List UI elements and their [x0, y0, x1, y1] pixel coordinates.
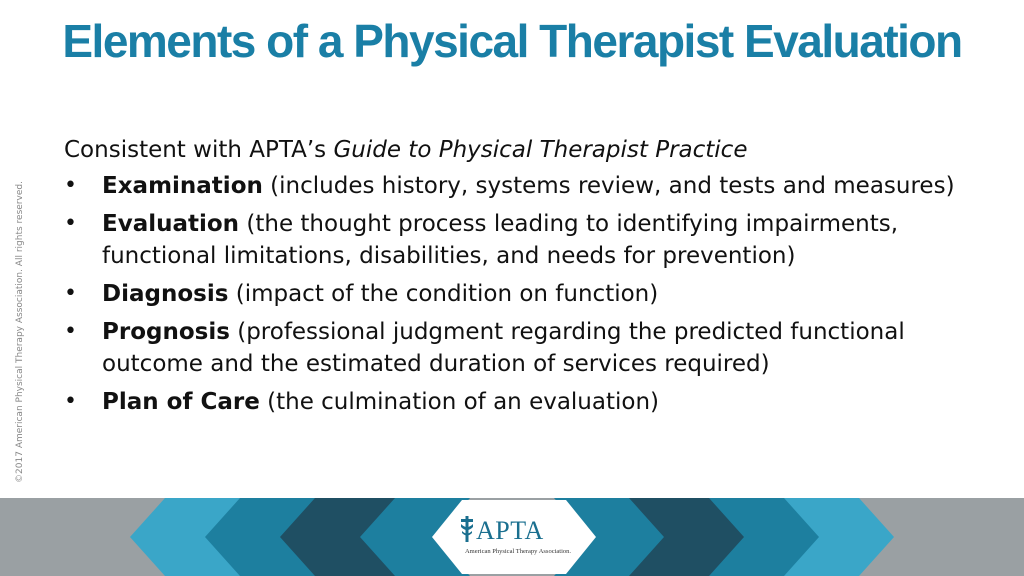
intro-prefix: Consistent with APTA’s [64, 137, 334, 163]
bullet-icon: • [64, 173, 77, 198]
list-item [64, 170, 964, 202]
bullet-term: Diagnosis [102, 281, 229, 307]
bullet-description: (the culmination of an evaluation) [259, 389, 660, 415]
bullet-list [64, 170, 964, 418]
bullet-icon: • [64, 319, 77, 344]
bullet-term: Examination [102, 173, 263, 199]
intro-italic: Guide to Physical Therapist Practice [333, 137, 748, 163]
slide-title: Elements of a Physical Therapist Evaluation [62, 15, 962, 67]
list-item [64, 316, 964, 380]
bullet-term: Prognosis [102, 319, 230, 345]
apta-logo-text: APTA [476, 516, 544, 545]
bullet-description: (impact of the condition on function) [228, 281, 659, 307]
bullet-icon: • [64, 211, 77, 236]
list-item [64, 278, 964, 310]
bullet-description: (professional judgment regarding the predicted functional outcome and the estimated duration of services required) [102, 319, 905, 377]
apta-logo-icon [460, 516, 474, 542]
copyright-notice: ©2017 American Physical Therapy Association. All rights reserved. [15, 181, 25, 483]
intro-line [64, 134, 964, 166]
bullet-description: (the thought process leading to identifying impairments, functional limitations, disabilities, and needs for prevention) [102, 211, 899, 269]
bullet-term: Plan of Care [102, 389, 260, 415]
bullet-icon: • [64, 281, 77, 306]
slide-body [64, 134, 964, 424]
bullet-icon: • [64, 389, 77, 414]
apta-logo-subtext: American Physical Therapy Association. [464, 548, 572, 555]
list-item [64, 386, 964, 418]
bullet-description: (includes history, systems review, and tests and measures) [262, 173, 955, 199]
list-item [64, 208, 964, 272]
bullet-term: Evaluation [102, 211, 240, 237]
